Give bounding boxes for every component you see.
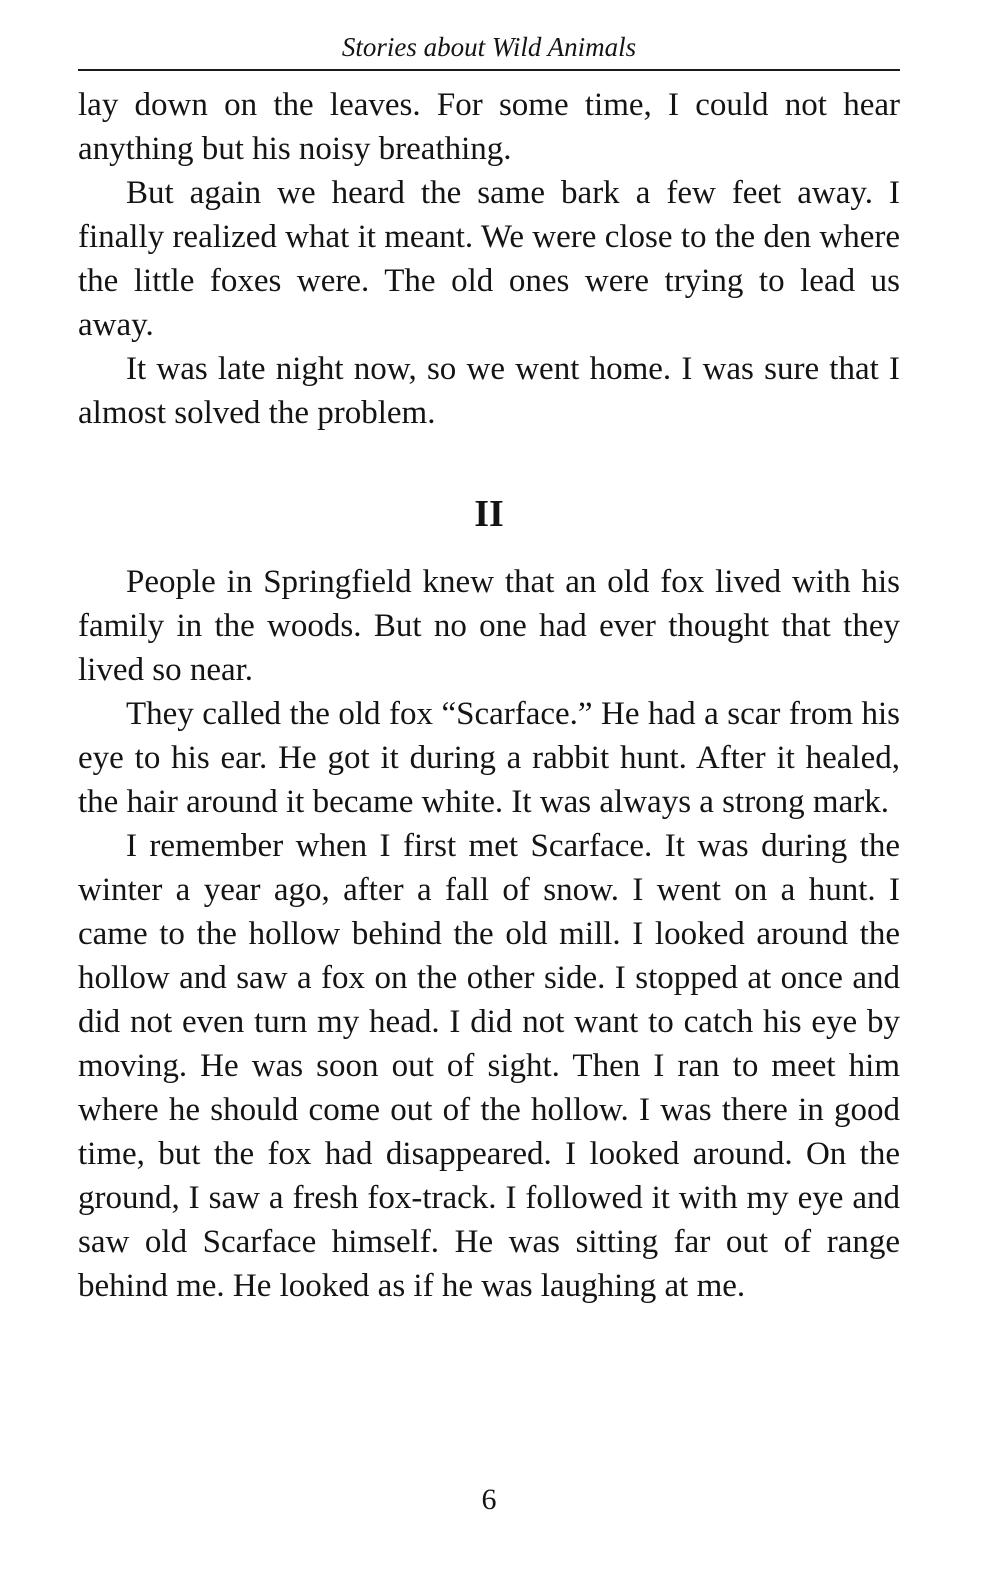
paragraph: It was late night now, so we went home. I was sure that I almost solved the problem. — [78, 351, 900, 431]
paragraph: People in Springfield knew that an old fox lived with his family in the woods. But no one had ever thought that they lived so near. — [78, 564, 900, 688]
paragraph: I remember when I first met Scarface. It was during the winter a year ago, after a fall of snow. I went on a hunt. I came to the hollow behind the old mill. I looked around the hollow and saw a fox on the other side. I stopped at once and did not even turn my head. I did not want to catch his eye by moving. He was soon out of sight. Then I ran to meet him where he should come out of the hollow. I was there in good time, but the fox had disappeared. I looked around. On the ground, I saw a fresh fox-track. I followed it with my eye and saw old Scarface himself. He was sitting far out of range behind me. He looked as if he was laughing at me. — [78, 828, 900, 1304]
section-one-text — [78, 83, 900, 435]
paragraph: lay down on the leaves. For some time, I could not hear anything but his noisy breathing. — [78, 87, 900, 167]
section-two-text — [78, 560, 900, 1308]
page-number: 6 — [481, 1483, 497, 1516]
running-head: Stories about Wild Animals — [341, 32, 637, 62]
paragraph: They called the old fox “Scarface.” He had a scar from his eye to his ear. He got it during a rabbit hunt. After it healed, the hair around it became white. It was always a strong mark. — [78, 696, 900, 820]
chapter-heading: II — [474, 493, 504, 535]
paragraph: But again we heard the same bark a few feet away. I finally realized what it meant. We were close to the den where the little foxes were. The old ones were trying to lead us away. — [78, 175, 900, 343]
header-rule — [78, 69, 900, 71]
